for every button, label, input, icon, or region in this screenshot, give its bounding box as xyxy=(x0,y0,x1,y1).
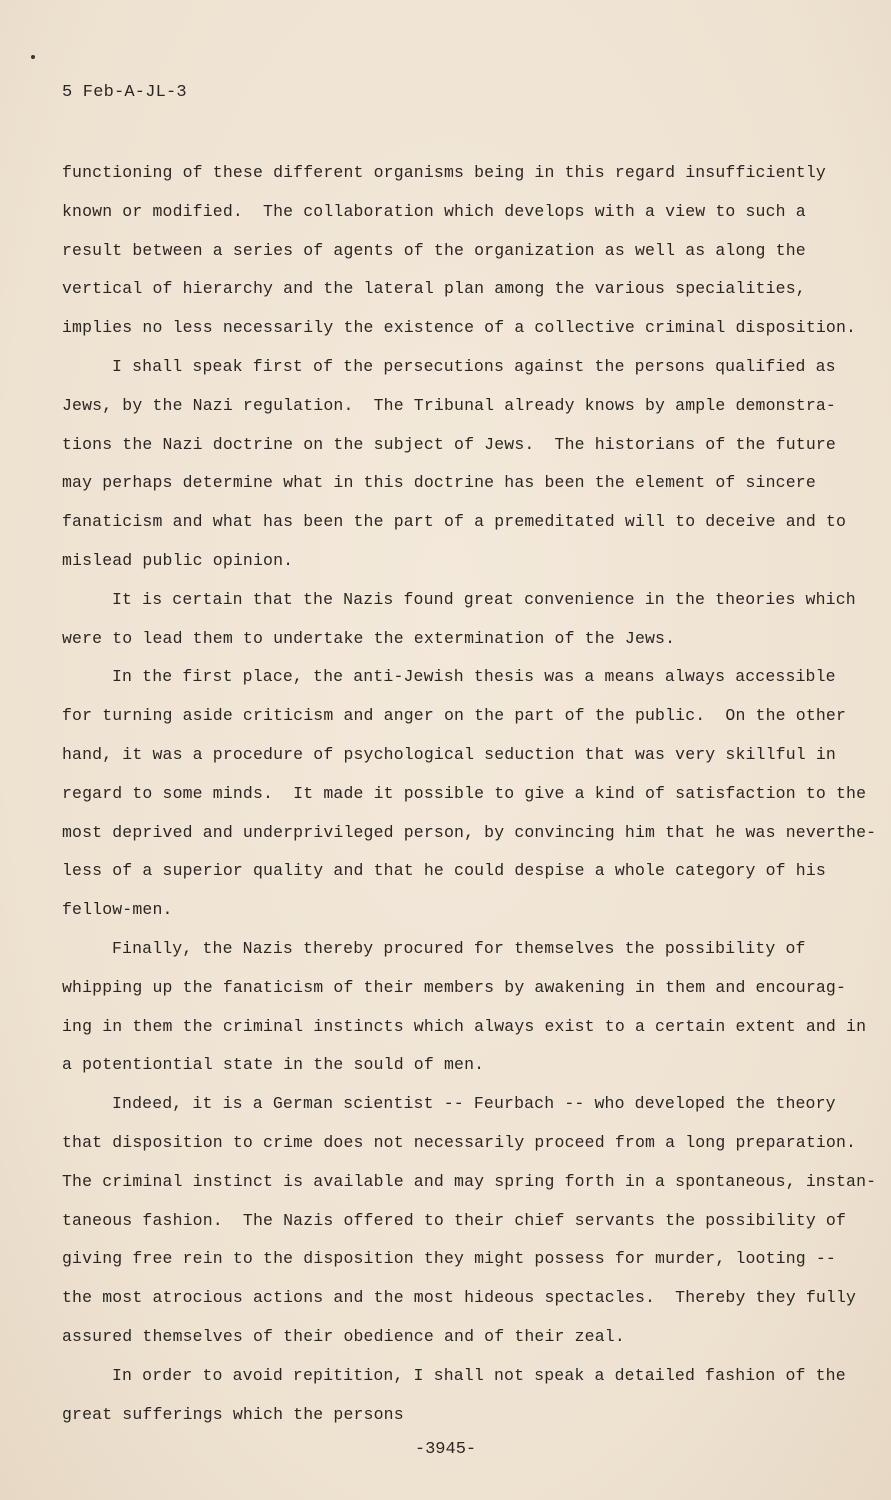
text-line: fellow-men. xyxy=(62,900,173,920)
text-line: that disposition to crime does not necessarily proceed from a long preparation. xyxy=(62,1132,857,1152)
text-line: Indeed, it is a German scientist -- Feurbach -- who developed the theory xyxy=(112,1094,836,1114)
text-line: In order to avoid repitition, I shall not speak a detailed fashion of the xyxy=(112,1365,846,1385)
text-line: known or modified. The collaboration which develops with a view to such a xyxy=(62,201,806,221)
text-line: Jews, by the Nazi regulation. The Tribunal already knows by ample demonstra- xyxy=(62,395,836,415)
text-line: for turning aside criticism and anger on the part of the public. On the other xyxy=(62,706,847,726)
text-line: may perhaps determine what in this doctrine has been the element of sincere xyxy=(62,473,816,493)
punch-mark xyxy=(31,55,35,59)
text-line: fanaticism and what has been the part of a premeditated will to deceive and to xyxy=(62,512,847,532)
text-line: functioning of these different organisms being in this regard insufficiently xyxy=(62,163,826,182)
text-line: mislead public opinion. xyxy=(62,550,294,570)
text-line: assured themselves of their obedience and of their zeal. xyxy=(62,1326,625,1346)
text-line: I shall speak first of the persecutions against the persons qualified as xyxy=(112,356,836,376)
text-line: implies no less necessarily the existence of a collective criminal disposition. xyxy=(62,318,857,338)
text-line: hand, it was a procedure of psychological seduction that was very skillful in xyxy=(62,744,836,764)
page-number: -3945- xyxy=(414,1440,477,1459)
text-line: a potentiontial state in the sould of men. xyxy=(62,1055,485,1075)
text-line: It is certain that the Nazis found great convenience in the theories which xyxy=(112,589,856,609)
text-line: regard to some minds. It made it possible to give a kind of satisfaction to the xyxy=(62,783,867,803)
text-line: tions the Nazi doctrine on the subject of Jews. The historians of the future xyxy=(62,434,836,454)
text-line: the most atrocious actions and the most hideous spectacles. Thereby they fully xyxy=(62,1288,857,1308)
text-line: The criminal instinct is available and may spring forth in a spontaneous, instan- xyxy=(62,1171,877,1191)
text-line: taneous fashion. The Nazis offered to their chief servants the possibility of xyxy=(62,1210,847,1230)
page-header: 5 Feb-A-JL-3 xyxy=(62,83,187,102)
text-line: were to lead them to undertake the extermination of the Jews. xyxy=(62,628,676,648)
text-line: great sufferings which the persons xyxy=(62,1404,404,1424)
text-line: vertical of hierarchy and the lateral plan among the various specialities, xyxy=(62,279,806,299)
text-line: most deprived and underprivileged person, by convincing him that he was neverthe- xyxy=(62,822,877,842)
body-text xyxy=(62,158,877,1438)
text-line: ing in them the criminal instincts which always exist to a certain extent and in xyxy=(62,1016,867,1036)
text-line: result between a series of agents of the organization as well as along the xyxy=(62,240,806,260)
text-line: less of a superior quality and that he could despise a whole category of his xyxy=(62,861,826,881)
text-line: Finally, the Nazis thereby procured for themselves the possibility of xyxy=(112,938,806,958)
text-line: whipping up the fanaticism of their members by awakening in them and encourag- xyxy=(62,977,847,997)
text-line: giving free rein to the disposition they might possess for murder, looting -- xyxy=(62,1249,836,1269)
text-line: In the first place, the anti-Jewish thesis was a means always accessible xyxy=(112,667,836,687)
